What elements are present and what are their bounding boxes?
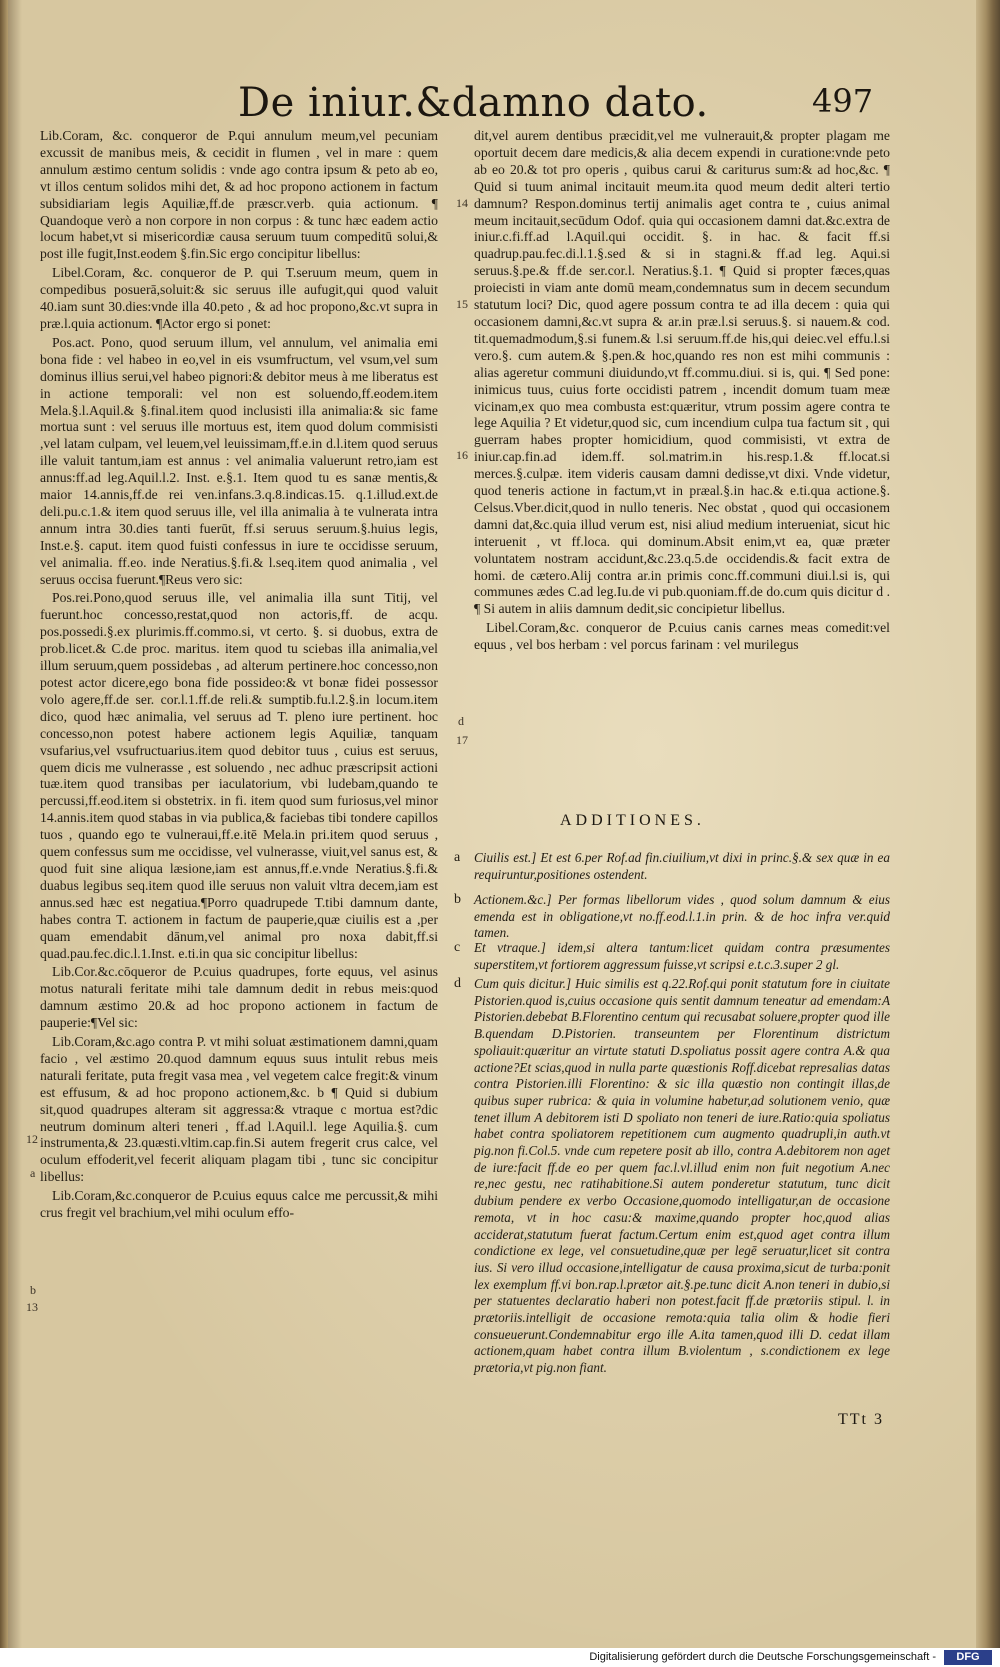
note-text: Cum quis dicitur.] Huic similis est q.22.Rof.qui ponit statutum fore in ciuitate Pistorien.quod is,cuius occasione quis sentit damnum teneatur ad emendam:A Pistorien.debebat B.Florentino centum qui recusabat soluere,propter quod ille B.quendam D.Pistorien. transeuntem per Florentinum districtum spoliauit:quæritur an virtute statuti D.spoliatus possit agere contra A.& qua actione?Et scias,quod in nulla parte quæstionis Roff.dicebat represalias datas contra Pistorien.illi Florentino: & sic illa quæstio non contingit illas,de quibus super rubrica: & quia in volumine habetur,ad solutionem venio, quæ tenet illum A debitorem isti D spoliato non teneri de iure.Ratio:quia spoliatus habet contra spoliatorem repetitionem cum augmento quadrupli,in auth.vt pig.non fi.Col.5. vnde cum repetere posit ab illo, contra A.debitorem non aget de iure:facit ff.de eo per quem fac.l.vl.illud enim non fuit negotium A.nec re,nec gestu, nec ratihabitione.Si autem ponderetur statutum, tunc dicit dubium pendere ex verbo Occasione,quomodo intelligatur,an de occasione remota, vt in hoc casu:& maxime,quando propter hoc,quod alias acciderat,statutum fuerat factum.Certum enim est,quod aget contra illum condictione ex lege, vel consuetudine,quæ per legē seruatur,licet sit contra ius. Si vero illud occasione,intelligatur de causa proxima,sicut de turba:ponit lex exemplum ff.vi bon.rap.l.prætor ait.§.pe.tunc dicit A.non teneri in dubio,si per statuentes declaratio haberi non potest.facit ff.de prætoriis stipul. l. in prætoriis.intelligit de occasione remota:quia talia olim & hodie fieri consueuerunt.Condemnabitur ergo ille A.ita tamen,quod illi D. cedat illam actionem,quam habet contra illum B.violentum , s.condictionem ex lege prætoria,vt pig.non fiant.: [474, 976, 890, 1376]
paragraph: Libel.Coram, &c. conqueror de P. qui T.seruum meum, quem in compedibus posuerā,soluit:& sic seruus ille aufugit,qui quod valuit 40.iam sunt 30.dies:vnde illa 40.peto , & ad hoc propono,&c.vt supra in præ.l.quia actionum. ¶Actor ergo si ponet:: [40, 265, 438, 331]
margin-number: 17: [456, 733, 468, 747]
paragraph: Lib.Coram, &c. conqueror de P.qui annulum meum,vel pecuniam excussit de manibus meis, & cecidit in flumen , vel in mare : quem annulum æstimo centum solidis : vnde ago contra ipsum & peto ab eo, vt illos centum solidos mihi det, & ad hoc propono actionem in factum subsidiariam legis Aquiliæ,ff.de præscr.verb. quia actionum. ¶ Quandoque verò a non corpore in non corpus : & tunc hæc eadem actio locum habet,vt si misericordiæ causa seruum tuum compeditū solui,& post ille fugit,Inst.eodem §.fin.Sic ergo concipitur libellus:: [40, 128, 438, 262]
signature-mark: TTt 3: [838, 1411, 884, 1428]
paragraph: Lib.Coram,&c.conqueror de P.cuius equus calce me percussit,& mihi crus fregit vel brachium,vel mihi oculum effo-: [40, 1188, 438, 1221]
margin-number: d: [458, 714, 464, 728]
note-letter: c: [454, 940, 461, 955]
additions-heading: ADDITIONES.: [560, 812, 705, 829]
note-letter: a: [454, 850, 461, 865]
paragraph: dit,vel aurem dentibus præcidit,vel me vulnerauit,& propter plagam me oportuit decem dare medicis,& alia decem expendi in curatione:vnde peto ab eo 20.& tot pro operis , quibus carui & cariturus sum:& ad hoc,&c. ¶ Quid si tuum animal incitauit meum.ita quod meum dedit alteri tertio damnum? Respon.dominus tertij animalis aget contra te , cuius animal meum incitauit,secūdum Odof. quia qui occasionem damni dat.&c.extra de iniur.c.fi.ff.ad l.Aquil.qui occidit. §. in hac. & facit ff.si quadrup.pau.fec.di.l.1.§.sed & si in stagni.& ff.ad leg. Aqui.si seruus.§.pe.& ff.de ser.cor.l. Neratius.§.1. ¶ Quid si propter fæces,quas proiecisti in viam ante domū meam,condemnatus sum in decem secundum statutum loci? Dic, quod agere possum contra te ad illa decem : quia qui occasionem damni,&c.vt supra & ar.in præ.l.si seruus.§. si nauem.& cod. tit.quemadmodum,§.si funem.& l.si seruum.ff.de his,qui deiec.vel effu.l.si vero.§. cum autem.& §.pen.& hoc,quando res non est mihi communis : alias ageretur communi diuidundo,vt ff.commu.diui. si is, qui. ¶ Sed pone: inimicus tuus, cuius forte occidisti patrem , incendit domum tuam meæ vicinam,ex quo mea combusta est:quæritur, vtrum possim agere contra te lege Aquilia ? Et videtur,quod sic, cum incendium culpa tua factum sit , qui guerram habes propter homicidium, quod commisisti, vt extra de iniur.cap.fin.ad idem.ff. sol.matrim.in his.resp.1.& ff.locat.si merces.§.culpæ. item videris causam damni dedisse,vt dixi. Vnde videtur, quod teneris actione in factum,vt in præal.§.in hac.& e.ti.qua actione.§. Celsus.Vber.dicit,quod in nullo teneris. Nec obstat , quod qui occasionem damni dat,&c.quia illud verum est, nisi aliud medium interueniat, sicut hic interuenit , vt ff.loca. qui dominum.Absit enim,vt ea, quæ præter voluntatem nostram accidunt,&c.23.q.5.de occidendis.& facit extra de homi. de cætero.Alij contra ar.in primis conc.ff.communi diui.l.si is, qui communes ædes C.ad leg.Iu.de vi pub.quoniam.ff.de do.cum quis dicitur d . ¶ Si autem in aliis damnum dedit,sic concipietur libellus.: [474, 128, 890, 617]
margin-number: 12: [26, 1132, 38, 1146]
paragraph: Lib.Coram,&c.ago contra P. vt mihi soluat æstimationem damni,quam facio , vel æstimo 20.quod damnum equus suus intulit rebus meis naturali feritate, puta fregit vasa mea , vel vegetem calce fregit:& vinum est effusum, & ad hoc propono actionem,&c. b ¶ Quid si dubium sit,quod quadrupes alteram sit aggressa:& vtraque c mortua est?dic neutrum dominum alteri teneri , ff.ad l.Aquil.l. lege Aquilia.§. cum instrumenta,& 23.quæsti.vltim.cap.fin.Si autem fregerit crus calce, vel oculum effoderit,vel fecerit aliquam plagam tibi , tunc sic concipitur libellus:: [40, 1034, 438, 1185]
page-edge: [976, 0, 1000, 1667]
footer-credit: Digitalisierung gefördert durch die Deutsche Forschungsgemeinschaft -: [589, 1651, 936, 1663]
addition-note: [454, 976, 890, 1377]
note-text: Ciuilis est.] Et est 6.per Rof.ad fin.ciuilium,vt dixi in princ.§.& sex quæ in ea requiruntur,positiones ostendent.: [474, 850, 890, 882]
note-text: Et vtraque.] idem,si altera tantum:licet quidam contra præsumentes superstitem,vt fortiorem aggressum fuisse,vt scripsi e.t.c.3.super 2 gl.: [474, 940, 890, 972]
note-letter: b: [454, 892, 461, 907]
paragraph: Lib.Cor.&c.cōqueror de P.cuius quadrupes, forte equus, vel asinus motus naturali feritate mihi tale damnum dedit in rebus meis:quod damnum æstimo 20.& ad hoc propono actionem in factum de pauperie:¶Vel sic:: [40, 964, 438, 1031]
margin-number: b: [30, 1283, 36, 1297]
margin-number: 14: [456, 196, 468, 210]
margin-number: 16: [456, 448, 468, 462]
margin-number: a: [30, 1166, 36, 1180]
page-number: 497: [812, 82, 874, 120]
left-column: [40, 128, 438, 1224]
dfg-logo: DFG: [944, 1650, 992, 1665]
addition-note: [454, 850, 890, 883]
addition-note: [454, 892, 890, 942]
margin-number: 13: [26, 1300, 38, 1314]
book-spine: [0, 0, 8, 1667]
addition-note: [454, 940, 890, 973]
paragraph: Pos.act. Pono, quod seruum illum, vel annulum, vel animalia emi bona fide : vel habeo in eo,vel in eis vsumfructum, vel vsum,vel sum dominus illius serui,vel habeo pignori:& debitor meus à me liberatus est in actione temporali: vel non est soluendo,ff.eodem.item Mela.§.l.Aquil.& §.final.item quod inclusisti illa animalia:& sic fame mortua sunt : vel seruus ille mortuus est, item quod dolum commisisti ,vel latam culpam, vel leuem,vel leuissimam,ff.e.in d.l.item quod seruus ille valuit tantum,iam est annus : vel animalia valuerunt retro,iam est annus:ff.ad leg.Aquil.l.2. Inst. e.§.1. Item quod tu es sanæ mentis,& maior 14.annis,ff.de rei ven.infans.3.q.8.indicas.15. q.1.illud.ext.de deli.pu.c.1.& item quod seruus ille, vel illa animalia à te vulnerata intra annum intra 30.dies tanti fuerūt, ff.si seruus seruum.§.huius legis, Inst.e.§. caput. item quod fuisti confessus in iure te occidisse seruum, vel animalia. ff.eo. inde Neratius.§.fi.& l.seq.item quod animalia , vel seruus occisa fuerunt.¶Reus vero sic:: [40, 334, 438, 587]
paragraph: Libel.Coram,&c. conqueror de P.cuius canis carnes meas comedit:vel equus , vel bos herbam : vel porcus farinam : vel murilegus: [474, 620, 890, 653]
note-letter: d: [454, 976, 461, 991]
running-head-title: De iniur.&damno dato.: [238, 80, 709, 126]
note-text: Actionem.&c.] Per formas libellorum vides , quod solum damnum & eius emenda est in obligatione,vt no.ff.eod.l.1.in prin. & de hoc infra ver.quid tamen.: [474, 892, 890, 941]
digitization-footer: [0, 1648, 1000, 1667]
margin-number: 15: [456, 297, 468, 311]
paragraph: Pos.rei.Pono,quod seruus ille, vel animalia illa sunt Titij, vel fuerunt.hoc concesso,restat,quod non actoris,ff. de acqu. pos.possedi.§.ex plurimis.ff.commo.si, vt certo. §. si duobus, extra de prob.licet.& C.de proc. maritus. item quod tu sciebas illa animalia,vel illum seruum,quem possidebas , ad alterum pertinere.hoc concesso,non potest actor dicere,ego bona fide possideo:& vt bonæ fidei possessor volo agere,ff.de ser. cor.l.1.ff.de reli.& sumptib.fu.l.2.§.in locum.item dico, quod hæc animalia, vel seruus ad T. pleno iure pertinent. hoc concesso,non potest habere actionem legis Aquiliæ, tanquam vsufarius,vel vsufructuarius.item quod debitor tuus , cuius est seruus, quem dicis me vulnerasse , est soluendo , nec adhuc præscripsit actioni tuæ.item quod transibas per iaculatorium, vbi ludebam,quando te percussi,ff.eod.item si obstetrix. in fi. item quod sum furiosus,vel minor 14.annis.item quod stabas in via publica,& faciebas tibi tondere capillos tuos , quando ego te vulneraui,ff.e.itē Mela.in pri.item quod seruus , quem confessus sum me occidisse, vel vulnerasse, viuit,vel sanus est, & quod fuit sine aliqua læsione,iam est annus,ff.e.vnde Neratius.§.fi.& duabus legibus seq.item quod ille seruus non valuit vltra decem,iam est annus.sed hæc est negatiua.¶Porro quadrupede T.tibi damnum dante, habes contra T. actionem in factum de pauperie,quæ ciuilis est a ,per quam emendabit dānum,vel animal pro noxa dabit,ff.si quad.pau.fec.dic.l.1.Inst. e.ti.in qua sic concipitur libellus:: [40, 590, 438, 961]
right-column: [474, 128, 890, 656]
